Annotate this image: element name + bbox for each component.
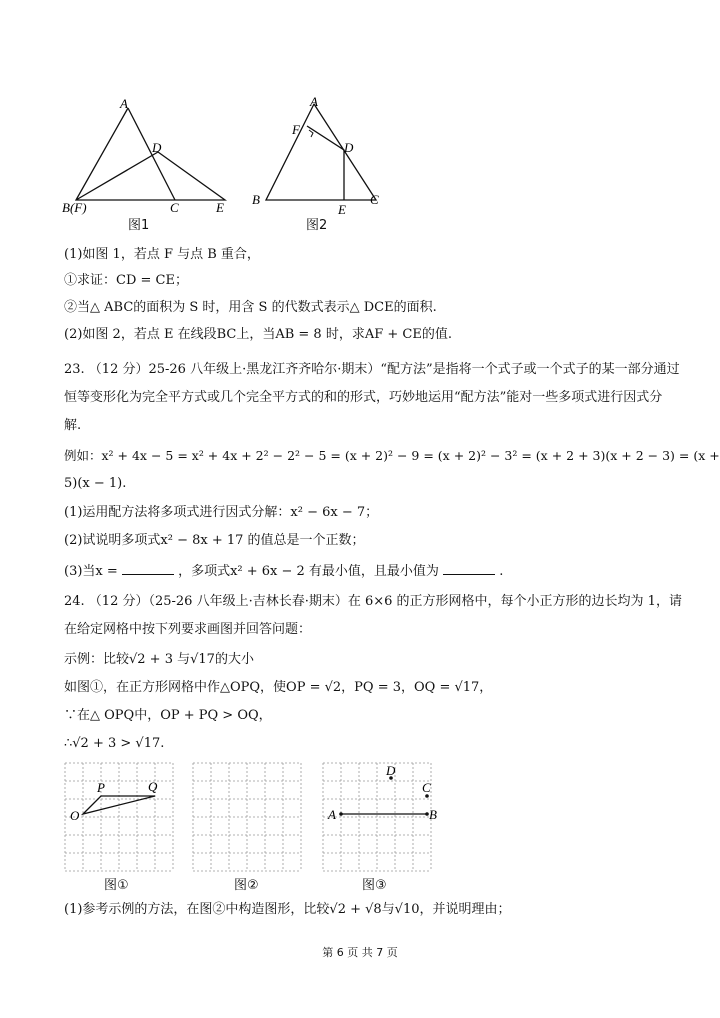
- figure-2: [250, 92, 390, 220]
- answer-blank-x[interactable]: [122, 562, 174, 575]
- grid2-caption: 图②: [234, 878, 259, 893]
- q23-part3-c: .: [499, 564, 504, 579]
- q23-part3-a: (3)当x =: [64, 564, 118, 579]
- q23-part3: [64, 562, 664, 582]
- grid-3-lines: [323, 763, 431, 871]
- fig2-label-A: A: [310, 94, 318, 109]
- fig2-label-C: C: [370, 192, 379, 207]
- q22-part2: (2)如图 2，若点 E 在线段BC上，当AB = 8 时，求AF + CE的值.: [64, 327, 452, 342]
- q23-part2: (2)试说明多项式x² − 8x + 17 的值总是一个正数；: [64, 533, 365, 548]
- grid-1: [62, 760, 174, 876]
- q23-example-2: 5)(x − 1).: [64, 476, 127, 491]
- grid-2: [190, 760, 302, 876]
- fig1-caption: 图1: [128, 218, 150, 233]
- grid3-label-D: D: [386, 763, 396, 778]
- answer-blank-min[interactable]: [443, 562, 495, 575]
- figure-1: [60, 96, 240, 220]
- fig2-caption: 图2: [306, 218, 328, 233]
- q23-example-1: 例如：x² + 4x − 5 = x² + 4x + 2² − 2² − 5 = (x + 2)² − 9 = (x + 2)² − 3² = (x + 2 + 3)(x + 2 − 3) = (x +: [64, 448, 720, 463]
- q24-example-2: ∵在△ OPQ中，OP + PQ > OQ，: [64, 708, 272, 723]
- fig2-label-D: D: [344, 140, 354, 155]
- q23-header-1: 23. （12 分）25-26 八年级上·黑龙江齐齐哈尔·期末）“配方法”是指将一个式子或一个式子的某一部分通过: [64, 362, 680, 377]
- fig1-label-A: A: [120, 96, 128, 111]
- fig1-label-C: C: [170, 200, 179, 215]
- grid3-label-B: B: [429, 807, 437, 822]
- grid1-label-P: P: [97, 780, 105, 795]
- grid1-caption: 图①: [104, 878, 129, 893]
- fig1-lines: [76, 108, 225, 200]
- fig1-label-E: E: [216, 200, 224, 215]
- page-footer: 第 6 页 共 7 页: [322, 946, 398, 959]
- fig2-right-angle-mark: [309, 130, 313, 137]
- grid3-caption: 图③: [362, 878, 387, 893]
- q22-part1-ii: ②当△ ABC的面积为 S 时，用含 S 的代数式表示△ DCE的面积.: [64, 300, 437, 315]
- fig1-label-BF: B(F): [62, 200, 87, 215]
- fig1-label-D: D: [152, 140, 162, 155]
- grid3-label-C: C: [422, 780, 431, 795]
- q24-example-title: 示例：比较√2 + 3 与√17的大小: [64, 652, 254, 667]
- q23-part1: (1)运用配方法将多项式进行因式分解：x² − 6x − 7；: [64, 505, 379, 520]
- fig2-fde: [307, 126, 344, 200]
- q23-header-2: 恒等变形化为完全平方式或几个完全平方式的和的形式，巧妙地运用“配方法”能对一些多项式进行因式分: [64, 390, 663, 405]
- q22-part1-i: ①求证：CD = CE；: [64, 273, 188, 288]
- q23-header-3: 解.: [64, 418, 82, 433]
- q24-example-3: ∴√2 + 3 > √17.: [64, 736, 165, 751]
- q24-header-1: 24. （12 分）（25-26 八年级上·吉林长春·期末）在 6×6 的正方形网格中，每个小正方形的边长均为 1，请: [64, 594, 682, 609]
- q24-example-1: 如图①，在正方形网格中作△OPQ，使OP = √2，PQ = 3，OQ = √17，: [64, 680, 493, 695]
- q22-part1-intro: (1)如图 1，若点 F 与点 B 重合，: [64, 247, 260, 262]
- q24-header-2: 在给定网格中按下列要求画图并回答问题：: [64, 622, 312, 637]
- fig2-label-F: F: [292, 122, 300, 137]
- grid-3: [320, 760, 436, 876]
- q24-part1: (1)参考示例的方法，在图②中构造图形，比较√2 + √8与√10，并说明理由；: [64, 902, 511, 917]
- grid1-label-O: O: [70, 808, 80, 823]
- fig2-triangle: [266, 104, 376, 200]
- fig2-label-B: B: [252, 192, 260, 207]
- grid1-label-Q: Q: [148, 779, 158, 794]
- q23-part3-b: ，多项式x² + 6x − 2 有最小值，且最小值为: [178, 564, 439, 579]
- fig2-label-E: E: [338, 202, 346, 217]
- grid3-label-A: A: [328, 807, 336, 822]
- grid-2-lines: [193, 763, 301, 871]
- grid3-point-A: [339, 812, 343, 816]
